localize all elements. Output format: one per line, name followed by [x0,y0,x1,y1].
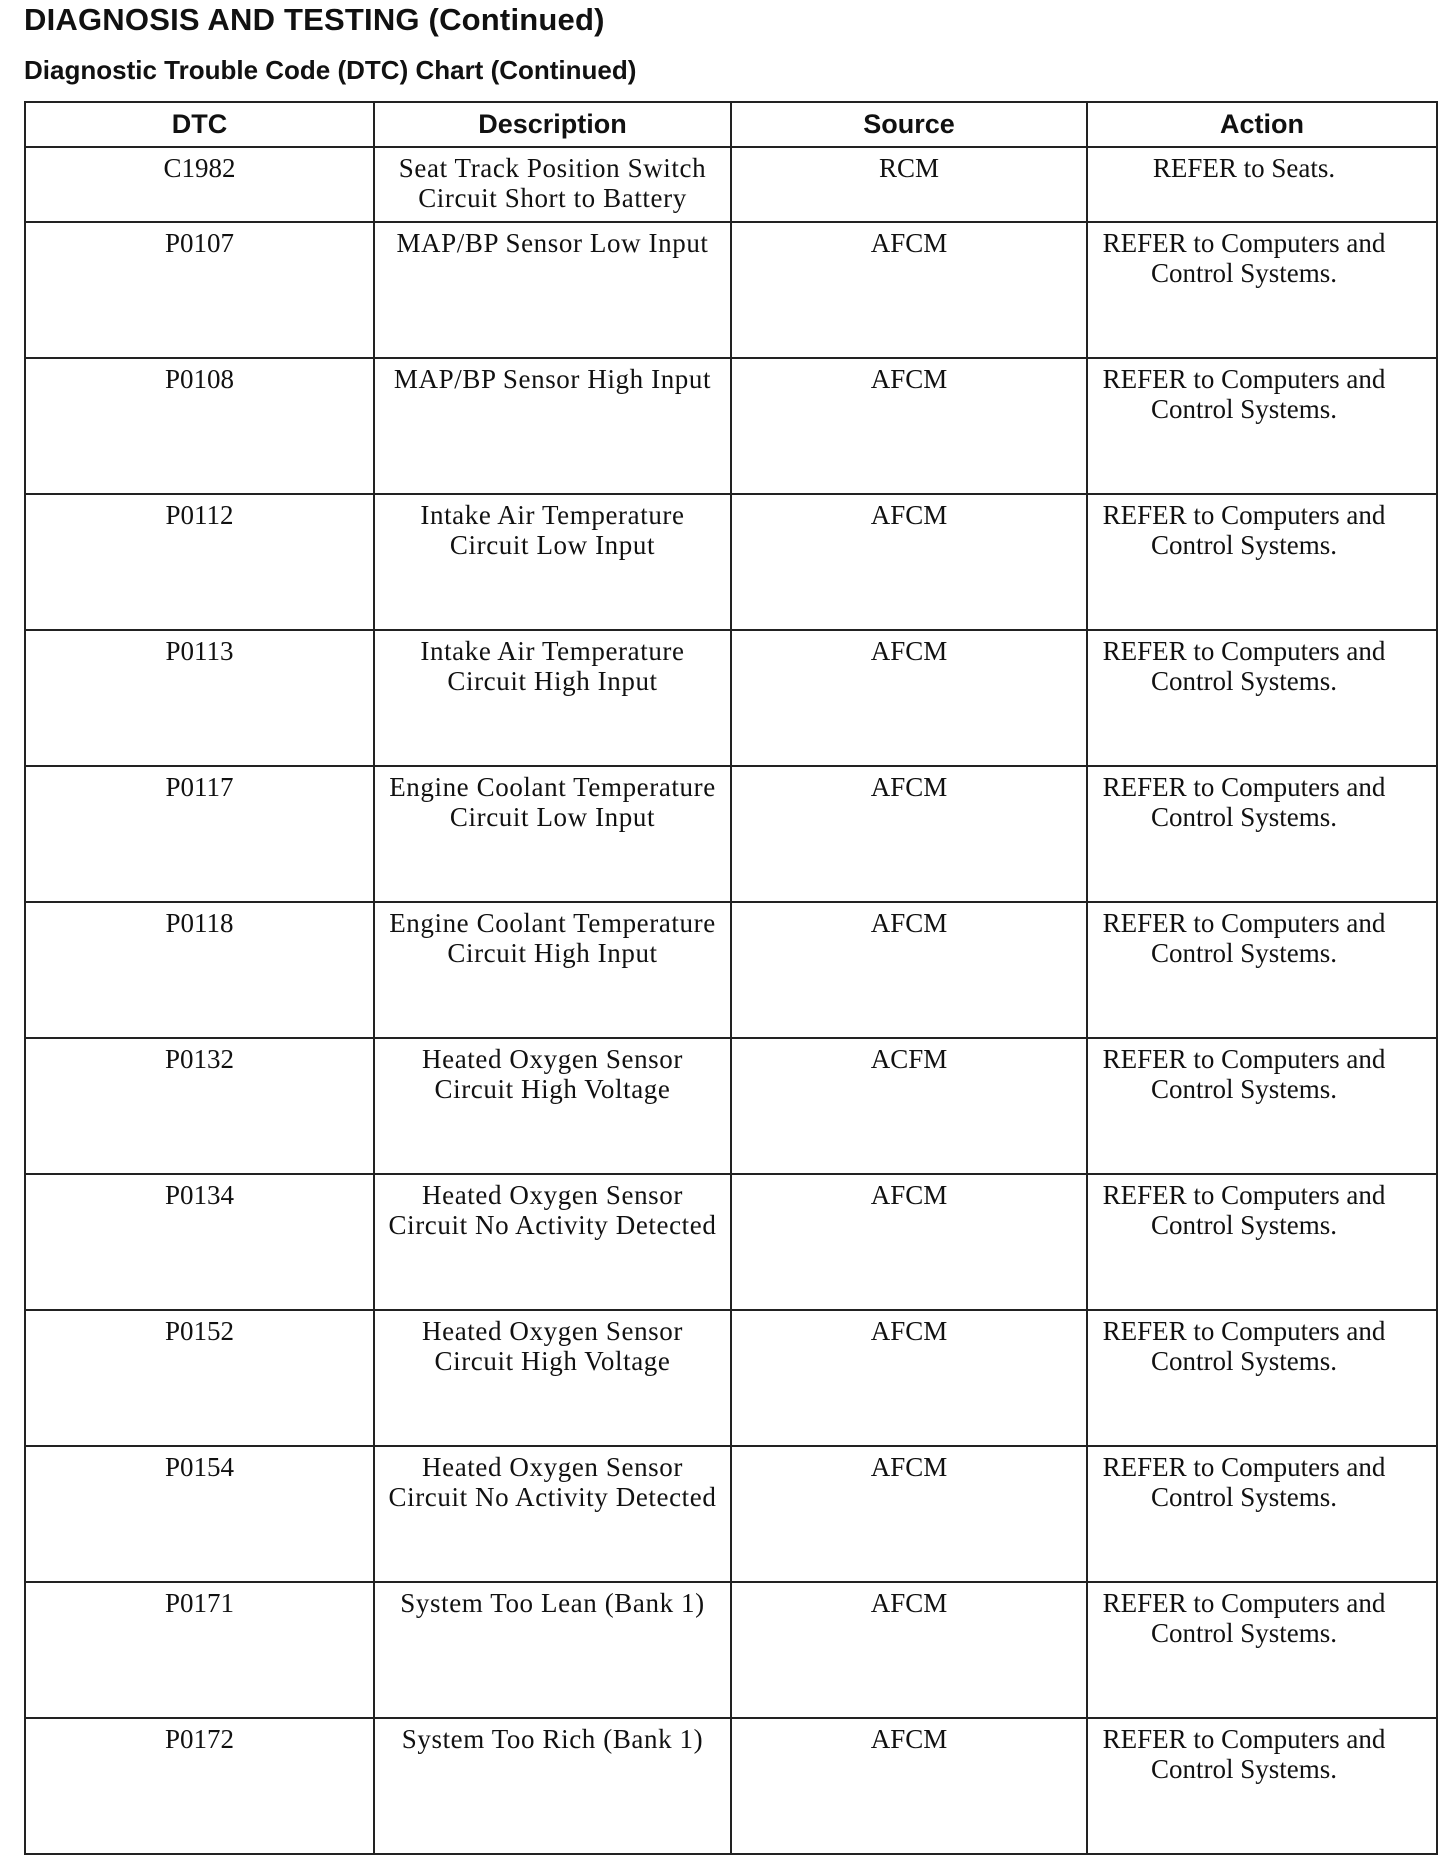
table-row [25,766,1437,902]
table-row [25,358,1437,494]
dtc-cell: C1982 [25,147,374,222]
source-cell: AFCM [731,766,1087,902]
action-cell: REFER to Computers and Control Systems. [1087,1310,1437,1446]
action-cell: REFER to Computers and Control Systems. [1087,902,1437,1038]
description-cell: Heated Oxygen Sensor Circuit High Voltage [374,1310,731,1446]
table-row [25,222,1437,358]
action-cell: REFER to Computers and Control Systems. [1087,1174,1437,1310]
description-cell: Seat Track Position Switch Circuit Short to Battery [374,147,731,222]
table-row [25,630,1437,766]
dtc-table [24,101,1438,1855]
dtc-cell: P0172 [25,1718,374,1854]
description-cell: Heated Oxygen Sensor Circuit No Activity Detected [374,1174,731,1310]
action-cell: REFER to Computers and Control Systems. [1087,358,1437,494]
action-cell: REFER to Computers and Control Systems. [1087,630,1437,766]
dtc-cell: P0113 [25,630,374,766]
table-row [25,902,1437,1038]
dtc-cell: P0112 [25,494,374,630]
header-source: Source [731,102,1087,147]
header-action: Action [1087,102,1437,147]
action-cell: REFER to Computers and Control Systems. [1087,766,1437,902]
source-cell: ACFM [731,1038,1087,1174]
source-cell: AFCM [731,1446,1087,1582]
page-heading: DIAGNOSIS AND TESTING (Continued) [24,2,605,37]
dtc-cell: P0132 [25,1038,374,1174]
dtc-cell: P0117 [25,766,374,902]
action-cell: REFER to Seats. [1087,147,1437,222]
header-dtc: DTC [25,102,374,147]
source-cell: RCM [731,147,1087,222]
table-row [25,1718,1437,1854]
description-cell: System Too Rich (Bank 1) [374,1718,731,1854]
table-row [25,494,1437,630]
source-cell: AFCM [731,222,1087,358]
table-row [25,1038,1437,1174]
action-cell: REFER to Computers and Control Systems. [1087,1038,1437,1174]
header-description: Description [374,102,731,147]
source-cell: AFCM [731,1310,1087,1446]
description-cell: Intake Air Temperature Circuit Low Input [374,494,731,630]
page-subheading: Diagnostic Trouble Code (DTC) Chart (Continued) [24,55,637,85]
description-cell: Heated Oxygen Sensor Circuit High Voltage [374,1038,731,1174]
source-cell: AFCM [731,902,1087,1038]
table-header-row [25,102,1437,147]
table-row [25,1446,1437,1582]
action-cell: REFER to Computers and Control Systems. [1087,1446,1437,1582]
action-cell: REFER to Computers and Control Systems. [1087,494,1437,630]
dtc-cell: P0118 [25,902,374,1038]
source-cell: AFCM [731,358,1087,494]
dtc-cell: P0134 [25,1174,374,1310]
description-cell: Heated Oxygen Sensor Circuit No Activity Detected [374,1446,731,1582]
action-cell: REFER to Computers and Control Systems. [1087,1582,1437,1718]
source-cell: AFCM [731,1718,1087,1854]
source-cell: AFCM [731,494,1087,630]
source-cell: AFCM [731,630,1087,766]
source-cell: AFCM [731,1174,1087,1310]
dtc-cell: P0108 [25,358,374,494]
description-cell: Engine Coolant Temperature Circuit Low Input [374,766,731,902]
source-cell: AFCM [731,1582,1087,1718]
dtc-cell: P0107 [25,222,374,358]
description-cell: MAP/BP Sensor Low Input [374,222,731,358]
table-row [25,1310,1437,1446]
description-cell: System Too Lean (Bank 1) [374,1582,731,1718]
table-row [25,1582,1437,1718]
action-cell: REFER to Computers and Control Systems. [1087,222,1437,358]
description-cell: Intake Air Temperature Circuit High Input [374,630,731,766]
table-row [25,147,1437,222]
dtc-cell: P0154 [25,1446,374,1582]
dtc-cell: P0171 [25,1582,374,1718]
action-cell: REFER to Computers and Control Systems. [1087,1718,1437,1854]
description-cell: MAP/BP Sensor High Input [374,358,731,494]
dtc-cell: P0152 [25,1310,374,1446]
table-row [25,1174,1437,1310]
description-cell: Engine Coolant Temperature Circuit High Input [374,902,731,1038]
